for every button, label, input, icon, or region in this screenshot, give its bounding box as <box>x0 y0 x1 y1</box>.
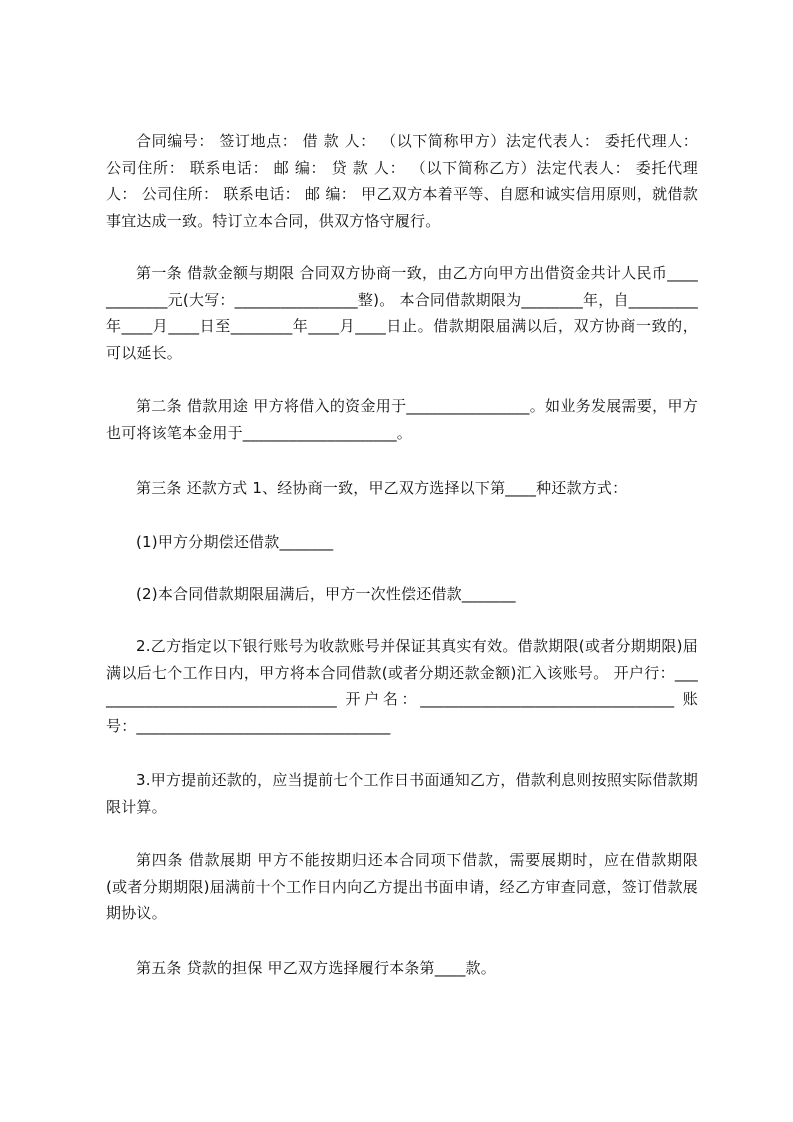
article-4-loan-extension: 第四条 借款展期 甲方不能按期归还本合同项下借款，需要展期时，应在借款期限(或者分期期限)届满前十个工作日内向乙方提出书面申请，经乙方审查同意，签订借款展期协议。 <box>106 851 698 922</box>
article-2-loan-purpose: 第二条 借款用途 甲方将借入的资金用于________________。如业务发展需要，甲方也可将该笔本金用于____________________。 <box>106 397 698 442</box>
article-3-clause-2-bank-account: 2.乙方指定以下银行账号为收款账号并保证其真实有效。借款期限(或者分期期限)届满以后七个工作日内，甲方将本合同借款(或者分期还款金额)汇入该账号。 开户行：_________________________________ 开户名：_________________________________ 账 号：_________________________________ <box>106 637 698 735</box>
repayment-option-1: (1)甲方分期偿还借款_______ <box>136 533 334 551</box>
article-3-clause-3-early-repayment: 3.甲方提前还款的，应当提前七个工作日书面通知乙方，借款利息则按照实际借款期限计算。 <box>106 771 698 816</box>
article-1-amount-and-term: 第一条 借款金额与期限 合同双方协商一致，由乙方向甲方出借资金共计人民币____________元(大写：________________整)。 本合同借款期限为________年，自_________年____月____日至________年____月____日止。借款期限届满以后，双方协商一致的，可以延长。 <box>106 264 698 362</box>
repayment-option-2: (2)本合同借款期限届满后，甲方一次性偿还借款_______ <box>136 585 516 603</box>
article-5-loan-guarantee: 第五条 贷款的担保 甲乙双方选择履行本条第____款。 <box>136 959 496 977</box>
article-3-repayment-method: 第三条 还款方式 1、经协商一致，甲乙双方选择以下第____种还款方式： <box>136 479 628 497</box>
contract-header-paragraph: 合同编号： 签订地点： 借 款 人： （以下简称甲方）法定代表人： 委托代理人： 公司住所： 联系电话： 邮 编： 贷 款 人： （以下简称乙方）法定代表人： 委托代理人： 公司住所： 联系电话： 邮 编： 甲乙双方本着平等、自愿和诚实信用原则，就借款事宜达成一致。特订立本合同，供双方恪守履行。 <box>106 132 698 230</box>
